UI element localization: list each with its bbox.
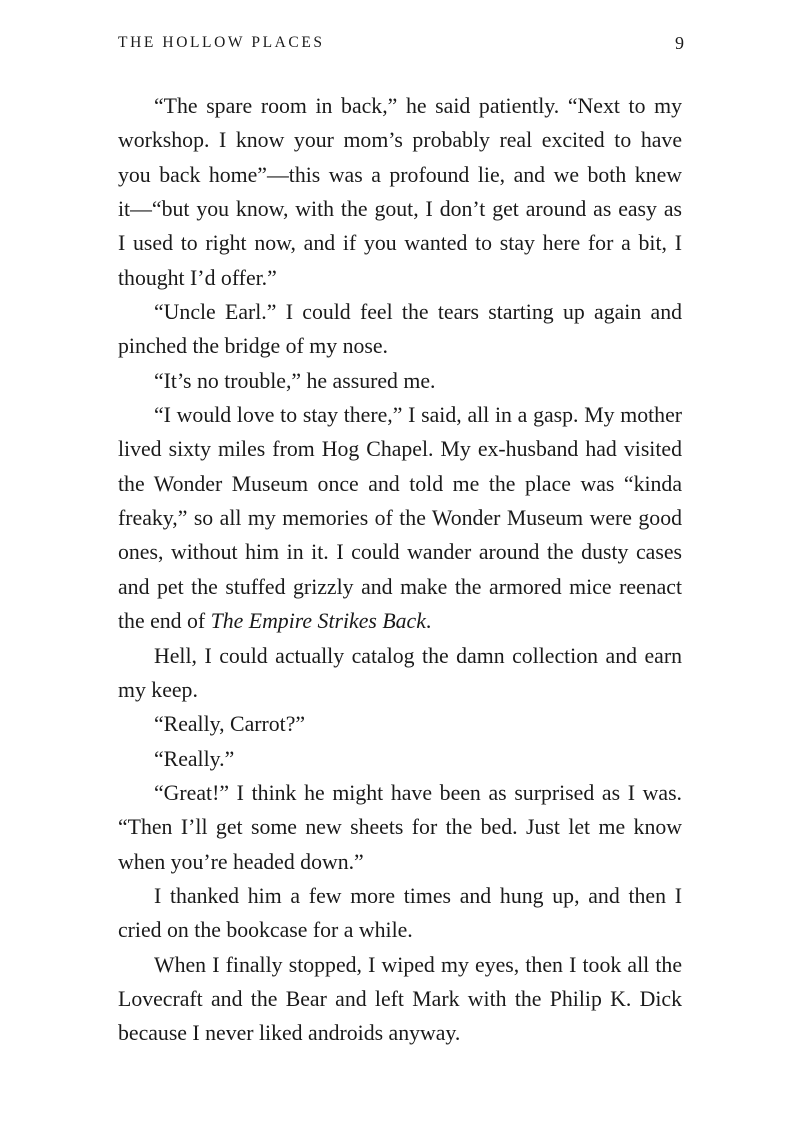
- text-line: [118, 604, 682, 638]
- line-text-end: .: [425, 609, 432, 634]
- text-line: [118, 535, 682, 569]
- text-line: [118, 810, 682, 844]
- line-text: Hell, I could actually catalog the damn collection and earn: [154, 643, 682, 668]
- text-line: [118, 707, 682, 741]
- line-text: “Uncle Earl.” I could feel the tears starting up again and: [154, 300, 682, 325]
- text-line: [118, 639, 682, 673]
- page-number: 9: [675, 32, 684, 53]
- line-text: cried on the bookcase for a while.: [118, 918, 413, 943]
- text-line: [118, 501, 682, 535]
- line-text: freaky,” so all my memories of the Wonder Museum were good: [118, 506, 682, 531]
- text-line: [118, 570, 682, 604]
- line-text: “The spare room in back,” he said patiently. “Next to my: [154, 94, 682, 118]
- text-line: [118, 158, 682, 192]
- line-text: When I finally stopped, I wiped my eyes, then I took all the: [154, 952, 682, 977]
- text-line: [118, 295, 682, 329]
- body-text: [118, 89, 682, 1051]
- text-line: [118, 329, 682, 363]
- running-title: THE HOLLOW PLACES: [118, 34, 325, 51]
- running-head: [118, 30, 684, 56]
- line-text: because I never liked androids anyway.: [118, 1021, 461, 1046]
- text-line: [118, 123, 682, 157]
- line-text: “Really, Carrot?”: [154, 712, 306, 737]
- line-text: thought I’d offer.”: [118, 265, 277, 290]
- text-line: [118, 398, 682, 432]
- text-line: [118, 432, 682, 466]
- text-line: [118, 226, 682, 260]
- text-line: [118, 845, 682, 879]
- line-text: “Then I’ll get some new sheets for the bed. Just let me know: [118, 815, 682, 840]
- text-line: [118, 742, 682, 776]
- text-line: [118, 913, 682, 947]
- line-text: “Great!” I think he might have been as surprised as I was.: [154, 780, 682, 805]
- line-text: the Wonder Museum once and told me the place was “kinda: [118, 471, 682, 496]
- line-text: you back home”—this was a profound lie, and we both knew: [118, 162, 682, 187]
- line-text: when you’re headed down.”: [118, 849, 364, 874]
- book-title-italic: The Empire Strikes Back: [210, 609, 426, 634]
- text-line: [118, 776, 682, 810]
- line-text: “Really.”: [154, 746, 235, 771]
- line-text: I thanked him a few more times and hung up, and then I: [154, 883, 682, 908]
- line-text: ones, without him in it. I could wander around the dusty cases: [118, 540, 682, 565]
- line-text: it—“but you know, with the gout, I don’t get around as easy as: [118, 197, 682, 222]
- text-line: [118, 879, 682, 913]
- text-line: [118, 1016, 682, 1050]
- line-text: “It’s no trouble,” he assured me.: [154, 368, 436, 393]
- line-text: pinched the bridge of my nose.: [118, 334, 388, 359]
- text-line: [118, 982, 682, 1016]
- text-line: [118, 948, 682, 982]
- line-text: lived sixty miles from Hog Chapel. My ex-husband had visited: [118, 437, 682, 462]
- text-line: [118, 192, 682, 226]
- line-text: my keep.: [118, 677, 198, 702]
- text-line: [118, 467, 682, 501]
- line-text: and pet the stuffed grizzly and make the armored mice reenact: [118, 574, 682, 599]
- text-line: [118, 673, 682, 707]
- text-line: [118, 364, 682, 398]
- line-text: workshop. I know your mom’s probably real excited to have: [118, 128, 682, 153]
- line-text: Lovecraft and the Bear and left Mark with the Philip K. Dick: [118, 986, 682, 1011]
- text-line: [118, 261, 682, 295]
- line-text: I used to right now, and if you wanted to stay here for a bit, I: [118, 231, 682, 256]
- line-text: the end of: [118, 609, 211, 634]
- line-text: “I would love to stay there,” I said, all in a gasp. My mother: [154, 403, 682, 428]
- text-line: [118, 89, 682, 123]
